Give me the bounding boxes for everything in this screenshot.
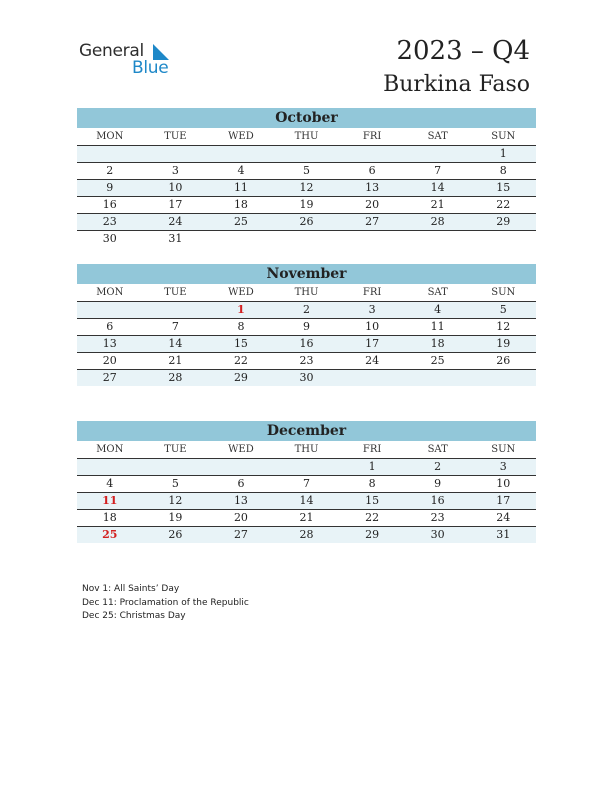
day-cell: 25: [430, 354, 445, 367]
weekday-label: SAT: [427, 444, 448, 455]
weekday-header-row: [77, 441, 536, 459]
week-row: [77, 336, 536, 353]
day-cell: 16: [299, 337, 314, 350]
day-cell: 12: [299, 181, 314, 194]
day-cell: [405, 231, 471, 247]
day-cell: 18: [233, 198, 248, 211]
day-cell: 16: [102, 198, 117, 211]
week-row: [77, 163, 536, 180]
day-cell: [339, 146, 405, 162]
day-cell: 30: [102, 232, 117, 245]
week-row: [77, 459, 536, 476]
day-cell: 19: [168, 511, 183, 524]
day-cell: [77, 459, 143, 475]
weekday-label: SAT: [427, 131, 448, 142]
week-row: [77, 231, 536, 247]
week-row: [77, 527, 536, 543]
day-cell: [208, 146, 274, 162]
holiday-note: Dec 25: Christmas Day: [82, 611, 186, 621]
day-cell: 24: [168, 215, 183, 228]
day-cell: 10: [496, 477, 511, 490]
day-cell: [208, 459, 274, 475]
weekday-label: SUN: [491, 287, 516, 298]
day-cell: 11: [233, 181, 248, 194]
day-cell: 27: [365, 215, 380, 228]
day-cell: 22: [365, 511, 380, 524]
day-cell: [77, 146, 143, 162]
weekday-label: THU: [294, 131, 319, 142]
page-title: 2023 – Q4: [396, 36, 530, 66]
day-cell: [274, 459, 340, 475]
day-cell: 20: [233, 511, 248, 524]
day-cell: 8: [237, 320, 245, 333]
day-cell: 13: [365, 181, 380, 194]
day-cell: 27: [102, 371, 117, 384]
month-calendar: [77, 264, 536, 386]
holiday-day-cell: 1: [237, 303, 245, 316]
day-cell: 22: [233, 354, 248, 367]
day-cell: 2: [303, 303, 311, 316]
day-cell: 24: [496, 511, 511, 524]
day-cell: 28: [299, 528, 314, 541]
week-row: [77, 214, 536, 231]
logo: [79, 41, 179, 81]
day-cell: 30: [299, 371, 314, 384]
day-cell: [143, 146, 209, 162]
day-cell: 12: [168, 494, 183, 507]
day-cell: 15: [496, 181, 511, 194]
weekday-label: SUN: [491, 444, 516, 455]
day-cell: 10: [365, 320, 380, 333]
day-cell: 12: [496, 320, 511, 333]
day-cell: [208, 231, 274, 247]
day-cell: 5: [499, 303, 507, 316]
month-calendar: [77, 108, 536, 247]
day-cell: 2: [106, 164, 114, 177]
day-cell: [339, 231, 405, 247]
weekday-header-row: [77, 284, 536, 302]
day-cell: 5: [303, 164, 311, 177]
day-cell: [143, 302, 209, 318]
day-cell: 9: [303, 320, 311, 333]
week-row: [77, 197, 536, 214]
holiday-note: Nov 1: All Saints’ Day: [82, 584, 180, 594]
day-cell: 24: [365, 354, 380, 367]
day-cell: 17: [496, 494, 511, 507]
month-calendar: [77, 421, 536, 543]
day-cell: 21: [168, 354, 183, 367]
day-cell: [274, 231, 340, 247]
day-cell: 4: [106, 477, 114, 490]
day-cell: 25: [233, 215, 248, 228]
weekday-label: MON: [96, 287, 124, 298]
day-cell: 9: [106, 181, 114, 194]
day-cell: 29: [233, 371, 248, 384]
weekday-label: FRI: [362, 444, 382, 455]
day-cell: [339, 370, 405, 386]
weekday-label: TUE: [164, 444, 187, 455]
day-cell: 8: [368, 477, 376, 490]
month-name: October: [77, 108, 536, 128]
day-cell: 31: [496, 528, 511, 541]
month-name: December: [77, 421, 536, 441]
day-cell: 23: [299, 354, 314, 367]
day-cell: 14: [430, 181, 445, 194]
week-row: [77, 180, 536, 197]
day-cell: 20: [102, 354, 117, 367]
day-cell: 13: [102, 337, 117, 350]
day-cell: 14: [168, 337, 183, 350]
month-name: November: [77, 264, 536, 284]
day-cell: [143, 459, 209, 475]
weekday-label: WED: [228, 131, 254, 142]
day-cell: 21: [299, 511, 314, 524]
day-cell: 18: [102, 511, 117, 524]
day-cell: 27: [233, 528, 248, 541]
holiday-note: Dec 11: Proclamation of the Republic: [82, 597, 249, 608]
day-cell: 17: [365, 337, 380, 350]
day-cell: 30: [430, 528, 445, 541]
day-cell: [470, 370, 536, 386]
weekday-label: FRI: [362, 287, 382, 298]
weekday-label: THU: [294, 444, 319, 455]
weekday-label: TUE: [164, 131, 187, 142]
day-cell: 6: [237, 477, 245, 490]
weekday-label: TUE: [164, 287, 187, 298]
day-cell: 13: [233, 494, 248, 507]
day-cell: 19: [496, 337, 511, 350]
weekday-label: THU: [294, 287, 319, 298]
week-row: [77, 353, 536, 370]
day-cell: 8: [499, 164, 507, 177]
day-cell: 19: [299, 198, 314, 211]
week-row: [77, 493, 536, 510]
week-row: [77, 319, 536, 336]
weekday-label: WED: [228, 444, 254, 455]
day-cell: 4: [434, 303, 442, 316]
day-cell: 29: [496, 215, 511, 228]
holiday-day-cell: 11: [102, 494, 118, 507]
day-cell: 28: [430, 215, 445, 228]
day-cell: 11: [430, 320, 445, 333]
day-cell: 15: [365, 494, 380, 507]
holiday-notes: [82, 583, 249, 624]
day-cell: 20: [365, 198, 380, 211]
day-cell: 23: [102, 215, 117, 228]
day-cell: 17: [168, 198, 183, 211]
day-cell: 23: [430, 511, 445, 524]
day-cell: 7: [303, 477, 311, 490]
day-cell: [274, 146, 340, 162]
holiday-day-cell: 25: [102, 528, 118, 541]
day-cell: 22: [496, 198, 511, 211]
day-cell: 18: [430, 337, 445, 350]
day-cell: 16: [430, 494, 445, 507]
day-cell: 1: [499, 147, 507, 160]
day-cell: 26: [168, 528, 183, 541]
day-cell: 5: [171, 477, 179, 490]
logo-word-blue: Blue: [132, 58, 169, 78]
day-cell: 7: [171, 320, 179, 333]
day-cell: 26: [299, 215, 314, 228]
day-cell: 3: [368, 303, 376, 316]
day-cell: 31: [168, 232, 183, 245]
day-cell: 4: [237, 164, 245, 177]
day-cell: 2: [434, 460, 442, 473]
day-cell: 9: [434, 477, 442, 490]
day-cell: [405, 146, 471, 162]
day-cell: 7: [434, 164, 442, 177]
day-cell: 6: [106, 320, 114, 333]
weekday-label: MON: [96, 444, 124, 455]
week-row: [77, 302, 536, 319]
day-cell: 14: [299, 494, 314, 507]
day-cell: 1: [368, 460, 376, 473]
weekday-label: FRI: [362, 131, 382, 142]
week-row: [77, 476, 536, 493]
day-cell: 26: [496, 354, 511, 367]
day-cell: 3: [499, 460, 507, 473]
day-cell: 29: [365, 528, 380, 541]
day-cell: 6: [368, 164, 376, 177]
day-cell: 28: [168, 371, 183, 384]
weekday-header-row: [77, 128, 536, 146]
country-name: Burkina Faso: [383, 72, 530, 97]
weekday-label: SUN: [491, 131, 516, 142]
day-cell: [405, 370, 471, 386]
day-cell: 10: [168, 181, 183, 194]
week-row: [77, 146, 536, 163]
day-cell: [470, 231, 536, 247]
logo-word-general: General: [79, 41, 144, 61]
day-cell: 3: [171, 164, 179, 177]
day-cell: 21: [430, 198, 445, 211]
day-cell: [77, 302, 143, 318]
week-row: [77, 510, 536, 527]
weekday-label: MON: [96, 131, 124, 142]
week-row: [77, 370, 536, 386]
weekday-label: SAT: [427, 287, 448, 298]
day-cell: 15: [233, 337, 248, 350]
weekday-label: WED: [228, 287, 254, 298]
